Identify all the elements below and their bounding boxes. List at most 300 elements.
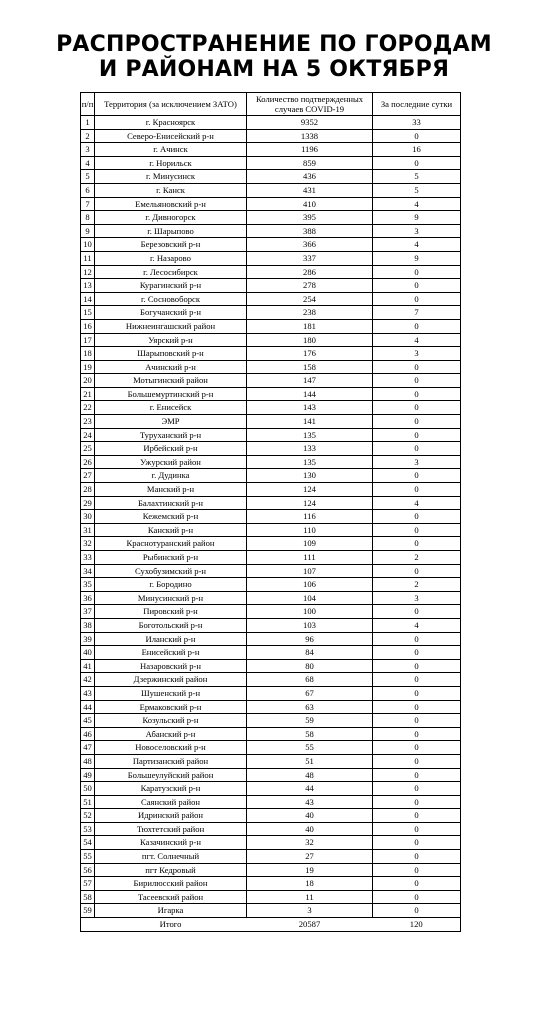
row-territory: Туруханский р-н: [95, 428, 247, 442]
table-row: [81, 564, 461, 578]
row-num: 11: [81, 251, 95, 265]
row-last-day: 0: [373, 809, 461, 823]
row-num: 15: [81, 306, 95, 320]
row-cases: 3: [247, 904, 373, 918]
row-last-day: 0: [373, 822, 461, 836]
row-cases: 395: [247, 211, 373, 225]
row-last-day: 0: [373, 686, 461, 700]
row-num: 49: [81, 768, 95, 782]
row-territory: Каратузский р-н: [95, 782, 247, 796]
row-territory: Мотыгинский район: [95, 374, 247, 388]
row-num: 10: [81, 238, 95, 252]
table-row: [81, 116, 461, 130]
table-total-row: [81, 918, 461, 932]
row-num: 43: [81, 686, 95, 700]
row-territory: г. Минусинск: [95, 170, 247, 184]
row-num: 23: [81, 415, 95, 429]
row-num: 48: [81, 754, 95, 768]
row-last-day: 16: [373, 143, 461, 157]
header-num: п/п: [81, 93, 95, 116]
row-num: 58: [81, 890, 95, 904]
row-territory: Нижнеингашский район: [95, 319, 247, 333]
row-last-day: 0: [373, 442, 461, 456]
row-last-day: 0: [373, 292, 461, 306]
row-territory: Ирбейский р-н: [95, 442, 247, 456]
row-territory: Богучанский р-н: [95, 306, 247, 320]
page-title-line-2: И РАЙОНАМ НА 5 ОКТЯБРЯ: [98, 57, 450, 82]
row-territory: Уярский р-н: [95, 333, 247, 347]
row-territory: Козульский р-н: [95, 714, 247, 728]
row-cases: 388: [247, 224, 373, 238]
row-cases: 410: [247, 197, 373, 211]
row-num: 47: [81, 741, 95, 755]
row-territory: Иланский р-н: [95, 632, 247, 646]
row-territory: г. Сосновоборск: [95, 292, 247, 306]
row-last-day: 0: [373, 319, 461, 333]
row-last-day: 0: [373, 890, 461, 904]
total-last-day: 120: [373, 918, 461, 932]
row-cases: 58: [247, 727, 373, 741]
header-territory: Территория (за исключением ЗАТО): [95, 93, 247, 116]
row-territory: Курагинский р-н: [95, 279, 247, 293]
table-row: [81, 292, 461, 306]
row-last-day: 9: [373, 211, 461, 225]
row-cases: 116: [247, 510, 373, 524]
row-last-day: 3: [373, 347, 461, 361]
row-last-day: 0: [373, 523, 461, 537]
table-row: [81, 605, 461, 619]
table-row: [81, 618, 461, 632]
row-territory: Ермаковский р-н: [95, 700, 247, 714]
row-num: 16: [81, 319, 95, 333]
row-cases: 59: [247, 714, 373, 728]
row-last-day: 0: [373, 782, 461, 796]
row-territory: пгт. Солнечный: [95, 850, 247, 864]
row-territory: Шушенский р-н: [95, 686, 247, 700]
row-last-day: 0: [373, 129, 461, 143]
table-row: [81, 387, 461, 401]
row-territory: г. Норильск: [95, 156, 247, 170]
row-cases: 141: [247, 415, 373, 429]
row-cases: 143: [247, 401, 373, 415]
row-territory: Бирилюсский район: [95, 877, 247, 891]
row-last-day: 0: [373, 469, 461, 483]
row-last-day: 0: [373, 374, 461, 388]
header-cases: Количество подтвержденных случаев COVID-19: [247, 93, 373, 116]
row-cases: 27: [247, 850, 373, 864]
row-territory: Ачинский р-н: [95, 360, 247, 374]
table-row: [81, 374, 461, 388]
row-last-day: 0: [373, 659, 461, 673]
row-last-day: 5: [373, 183, 461, 197]
row-num: 56: [81, 863, 95, 877]
row-last-day: 4: [373, 333, 461, 347]
table-row: [81, 863, 461, 877]
row-cases: 135: [247, 455, 373, 469]
row-num: 27: [81, 469, 95, 483]
table-row: [81, 333, 461, 347]
total-label: Итого: [95, 918, 247, 932]
row-last-day: 2: [373, 551, 461, 565]
row-last-day: 3: [373, 224, 461, 238]
row-num: 9: [81, 224, 95, 238]
row-num: 37: [81, 605, 95, 619]
table-row: [81, 768, 461, 782]
row-num: 12: [81, 265, 95, 279]
table-row: [81, 754, 461, 768]
row-cases: 1196: [247, 143, 373, 157]
row-cases: 40: [247, 809, 373, 823]
row-num: 13: [81, 279, 95, 293]
row-num: 28: [81, 483, 95, 497]
table-row: [81, 238, 461, 252]
row-territory: Казачинский р-н: [95, 836, 247, 850]
row-cases: 104: [247, 591, 373, 605]
table-row: [81, 551, 461, 565]
row-cases: 238: [247, 306, 373, 320]
table-row: [81, 428, 461, 442]
row-last-day: 0: [373, 727, 461, 741]
table-row: [81, 890, 461, 904]
row-last-day: 0: [373, 156, 461, 170]
row-last-day: 0: [373, 863, 461, 877]
row-last-day: 2: [373, 578, 461, 592]
row-cases: 859: [247, 156, 373, 170]
row-cases: 19: [247, 863, 373, 877]
row-last-day: 0: [373, 768, 461, 782]
row-num: 40: [81, 646, 95, 660]
row-cases: 100: [247, 605, 373, 619]
row-num: 57: [81, 877, 95, 891]
row-last-day: 0: [373, 605, 461, 619]
row-territory: г. Канск: [95, 183, 247, 197]
row-num: 50: [81, 782, 95, 796]
row-cases: 110: [247, 523, 373, 537]
row-cases: 286: [247, 265, 373, 279]
row-last-day: 4: [373, 238, 461, 252]
table-row: [81, 265, 461, 279]
table-row: [81, 646, 461, 660]
table-row: [81, 591, 461, 605]
row-num: 20: [81, 374, 95, 388]
row-cases: 109: [247, 537, 373, 551]
table-row: [81, 537, 461, 551]
row-territory: Тасеевский район: [95, 890, 247, 904]
row-last-day: 0: [373, 836, 461, 850]
row-num: 25: [81, 442, 95, 456]
row-territory: Манский р-н: [95, 483, 247, 497]
row-last-day: 0: [373, 537, 461, 551]
table-row: [81, 415, 461, 429]
table-row: [81, 319, 461, 333]
table-row: [81, 306, 461, 320]
row-last-day: 33: [373, 116, 461, 130]
row-num: 39: [81, 632, 95, 646]
row-num: 31: [81, 523, 95, 537]
row-territory: г. Дивногорск: [95, 211, 247, 225]
table-row: [81, 822, 461, 836]
row-cases: 40: [247, 822, 373, 836]
row-last-day: 0: [373, 564, 461, 578]
row-territory: Дзержинский район: [95, 673, 247, 687]
row-cases: 124: [247, 483, 373, 497]
row-num: 59: [81, 904, 95, 918]
row-last-day: 0: [373, 387, 461, 401]
row-territory: пгт Кедровый: [95, 863, 247, 877]
table-row: [81, 211, 461, 225]
row-num: 17: [81, 333, 95, 347]
row-last-day: 0: [373, 714, 461, 728]
row-num: 55: [81, 850, 95, 864]
row-num: 36: [81, 591, 95, 605]
row-cases: 11: [247, 890, 373, 904]
table-row: [81, 795, 461, 809]
table-row: [81, 510, 461, 524]
row-territory: г. Енисейск: [95, 401, 247, 415]
row-num: 54: [81, 836, 95, 850]
table-row: [81, 251, 461, 265]
row-cases: 18: [247, 877, 373, 891]
table-row: [81, 686, 461, 700]
row-territory: г. Шарыпово: [95, 224, 247, 238]
row-last-day: 4: [373, 496, 461, 510]
row-last-day: 4: [373, 618, 461, 632]
row-cases: 106: [247, 578, 373, 592]
row-last-day: 0: [373, 265, 461, 279]
total-num: [81, 918, 95, 932]
row-territory: Канский р-н: [95, 523, 247, 537]
row-num: 4: [81, 156, 95, 170]
row-territory: Краснотуранский район: [95, 537, 247, 551]
row-last-day: 0: [373, 632, 461, 646]
row-num: 52: [81, 809, 95, 823]
table-row: [81, 143, 461, 157]
table-row: [81, 741, 461, 755]
row-num: 38: [81, 618, 95, 632]
row-num: 35: [81, 578, 95, 592]
row-cases: 124: [247, 496, 373, 510]
table-row: [81, 455, 461, 469]
row-cases: 80: [247, 659, 373, 673]
row-cases: 180: [247, 333, 373, 347]
row-num: 6: [81, 183, 95, 197]
total-cases: 20587: [247, 918, 373, 932]
row-territory: г. Бородино: [95, 578, 247, 592]
row-cases: 43: [247, 795, 373, 809]
row-territory: Назаровский р-н: [95, 659, 247, 673]
table-row: [81, 183, 461, 197]
table-header-row: [81, 93, 461, 116]
row-cases: 111: [247, 551, 373, 565]
row-cases: 63: [247, 700, 373, 714]
row-num: 18: [81, 347, 95, 361]
row-cases: 32: [247, 836, 373, 850]
row-cases: 337: [247, 251, 373, 265]
row-last-day: 5: [373, 170, 461, 184]
page-title-line-1: РАСПРОСТРАНЕНИЕ ПО ГОРОДАМ: [56, 32, 492, 57]
row-territory: Ужурский район: [95, 455, 247, 469]
row-cases: 144: [247, 387, 373, 401]
row-territory: г. Дудинка: [95, 469, 247, 483]
row-num: 53: [81, 822, 95, 836]
table-row: [81, 578, 461, 592]
table-row: [81, 659, 461, 673]
row-last-day: 0: [373, 428, 461, 442]
row-num: 26: [81, 455, 95, 469]
row-cases: 84: [247, 646, 373, 660]
row-territory: Березовский р-н: [95, 238, 247, 252]
row-last-day: 0: [373, 360, 461, 374]
row-cases: 44: [247, 782, 373, 796]
row-territory: Кежемский р-н: [95, 510, 247, 524]
row-territory: Новоселовский р-н: [95, 741, 247, 755]
row-last-day: 9: [373, 251, 461, 265]
table-row: [81, 809, 461, 823]
row-cases: 181: [247, 319, 373, 333]
row-last-day: 0: [373, 795, 461, 809]
row-cases: 107: [247, 564, 373, 578]
row-last-day: 0: [373, 850, 461, 864]
row-territory: Сухобузимский р-н: [95, 564, 247, 578]
row-last-day: 0: [373, 904, 461, 918]
row-territory: Шарыповский р-н: [95, 347, 247, 361]
covid-cases-table: [80, 92, 461, 932]
row-cases: 431: [247, 183, 373, 197]
row-cases: 9352: [247, 116, 373, 130]
row-territory: Пировский р-н: [95, 605, 247, 619]
row-last-day: 3: [373, 591, 461, 605]
row-num: 5: [81, 170, 95, 184]
row-territory: Боготольский р-н: [95, 618, 247, 632]
table-row: [81, 877, 461, 891]
table-row: [81, 523, 461, 537]
table-row: [81, 401, 461, 415]
row-last-day: 0: [373, 700, 461, 714]
row-territory: Идринский район: [95, 809, 247, 823]
row-num: 7: [81, 197, 95, 211]
row-num: 2: [81, 129, 95, 143]
row-num: 3: [81, 143, 95, 157]
row-cases: 254: [247, 292, 373, 306]
row-num: 21: [81, 387, 95, 401]
row-territory: Саянский район: [95, 795, 247, 809]
row-last-day: 0: [373, 646, 461, 660]
row-cases: 103: [247, 618, 373, 632]
row-num: 42: [81, 673, 95, 687]
row-cases: 176: [247, 347, 373, 361]
row-cases: 67: [247, 686, 373, 700]
row-cases: 147: [247, 374, 373, 388]
row-num: 44: [81, 700, 95, 714]
row-cases: 55: [247, 741, 373, 755]
table-row: [81, 904, 461, 918]
table-row: [81, 442, 461, 456]
row-num: 51: [81, 795, 95, 809]
table-row: [81, 700, 461, 714]
row-territory: Рыбинский р-н: [95, 551, 247, 565]
row-territory: ЭМР: [95, 415, 247, 429]
row-territory: Минусинский р-н: [95, 591, 247, 605]
row-territory: Балахтинский р-н: [95, 496, 247, 510]
row-territory: Северо-Енисейский р-н: [95, 129, 247, 143]
row-num: 32: [81, 537, 95, 551]
row-last-day: 4: [373, 197, 461, 211]
row-territory: г. Лесосибирск: [95, 265, 247, 279]
row-num: 24: [81, 428, 95, 442]
row-cases: 133: [247, 442, 373, 456]
table-row: [81, 360, 461, 374]
row-num: 1: [81, 116, 95, 130]
row-cases: 130: [247, 469, 373, 483]
row-cases: 436: [247, 170, 373, 184]
table-row: [81, 469, 461, 483]
table-row: [81, 727, 461, 741]
row-num: 22: [81, 401, 95, 415]
row-num: 34: [81, 564, 95, 578]
row-cases: 96: [247, 632, 373, 646]
row-cases: 158: [247, 360, 373, 374]
row-cases: 68: [247, 673, 373, 687]
row-num: 19: [81, 360, 95, 374]
row-cases: 48: [247, 768, 373, 782]
row-last-day: 0: [373, 510, 461, 524]
row-territory: Игарка: [95, 904, 247, 918]
row-num: 41: [81, 659, 95, 673]
row-last-day: 0: [373, 415, 461, 429]
row-territory: Партизанский район: [95, 754, 247, 768]
row-territory: Емельяновский р-н: [95, 197, 247, 211]
table-row: [81, 279, 461, 293]
row-territory: г. Ачинск: [95, 143, 247, 157]
row-cases: 366: [247, 238, 373, 252]
row-territory: Большеулуйский район: [95, 768, 247, 782]
row-num: 33: [81, 551, 95, 565]
header-last-day: За последние сутки: [373, 93, 461, 116]
row-cases: 1338: [247, 129, 373, 143]
table-row: [81, 197, 461, 211]
row-last-day: 3: [373, 455, 461, 469]
row-num: 29: [81, 496, 95, 510]
row-territory: Большемуртинский р-н: [95, 387, 247, 401]
table-row: [81, 632, 461, 646]
table-row: [81, 170, 461, 184]
table-row: [81, 850, 461, 864]
row-num: 14: [81, 292, 95, 306]
row-num: 46: [81, 727, 95, 741]
row-last-day: 7: [373, 306, 461, 320]
row-last-day: 0: [373, 401, 461, 415]
table-row: [81, 224, 461, 238]
row-territory: Тюхтетский район: [95, 822, 247, 836]
table-row: [81, 782, 461, 796]
row-territory: г. Назарово: [95, 251, 247, 265]
row-territory: г. Красноярск: [95, 116, 247, 130]
table-row: [81, 496, 461, 510]
table-row: [81, 483, 461, 497]
table-row: [81, 129, 461, 143]
row-num: 45: [81, 714, 95, 728]
row-territory: Енисейский р-н: [95, 646, 247, 660]
row-num: 30: [81, 510, 95, 524]
row-last-day: 0: [373, 483, 461, 497]
row-cases: 135: [247, 428, 373, 442]
row-num: 8: [81, 211, 95, 225]
table-row: [81, 836, 461, 850]
table-row: [81, 347, 461, 361]
table-row: [81, 156, 461, 170]
row-cases: 51: [247, 754, 373, 768]
row-territory: Абанский р-н: [95, 727, 247, 741]
